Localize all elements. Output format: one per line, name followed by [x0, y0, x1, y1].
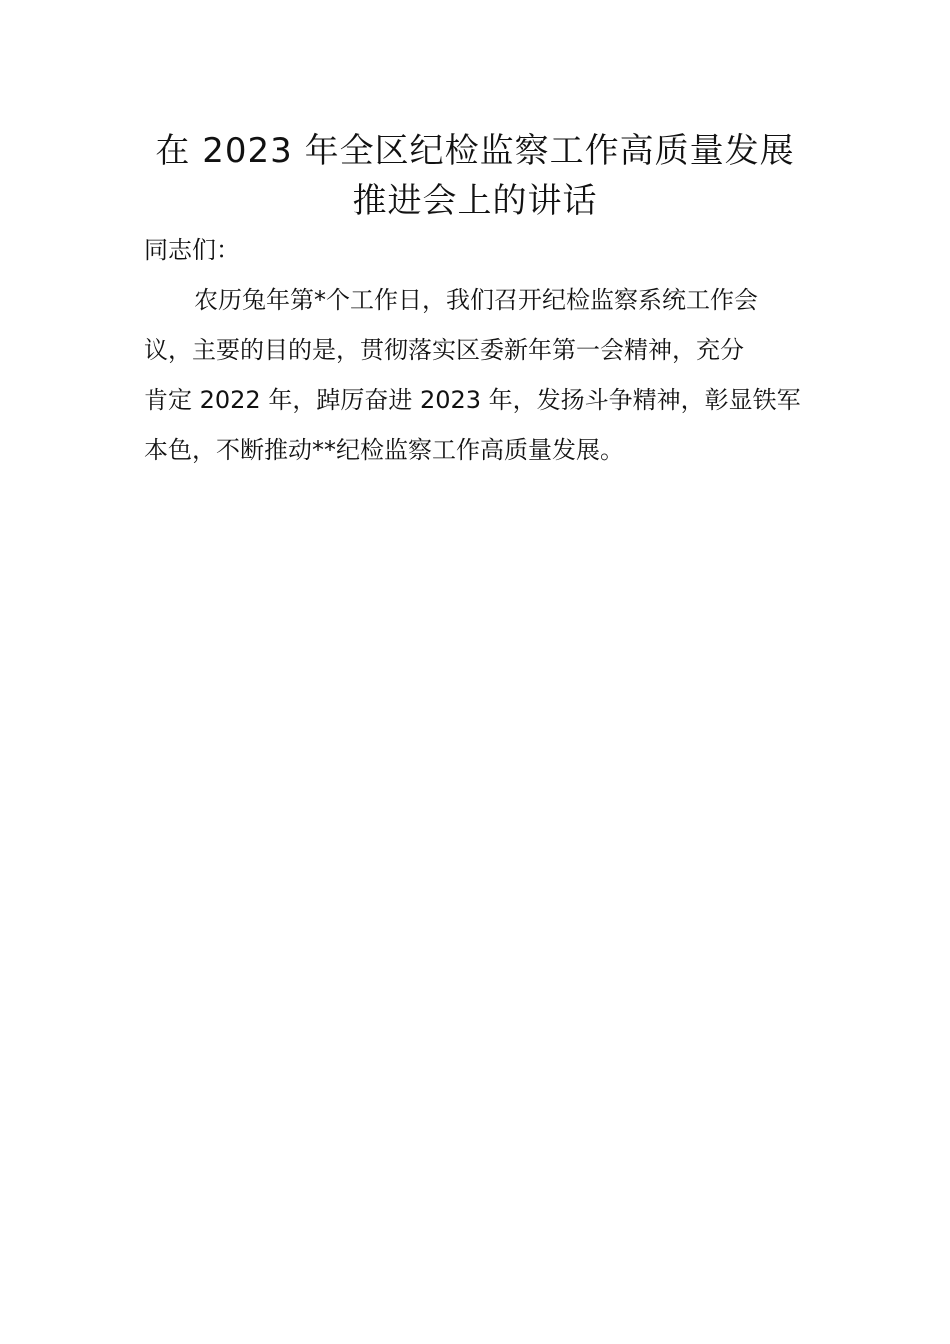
salutation: 同志们：: [144, 236, 240, 264]
paragraph-line: 肯定 2022 年，踔厉奋进 2023 年，发扬斗争精神，彰显铁军: [144, 386, 801, 414]
document-title-line-2: 推进会上的讲话: [352, 181, 598, 221]
paragraph-line: 议，主要的目的是，贯彻落实区委新年第一会精神，充分: [144, 336, 744, 364]
paragraph-line: 农历兔年第*个工作日，我们召开纪检监察系统工作会: [194, 286, 758, 314]
document-title-line-1: 在 2023 年全区纪检监察工作高质量发展: [155, 131, 795, 171]
paragraph-line: 本色，不断推动**纪检监察工作高质量发展。: [144, 436, 624, 464]
